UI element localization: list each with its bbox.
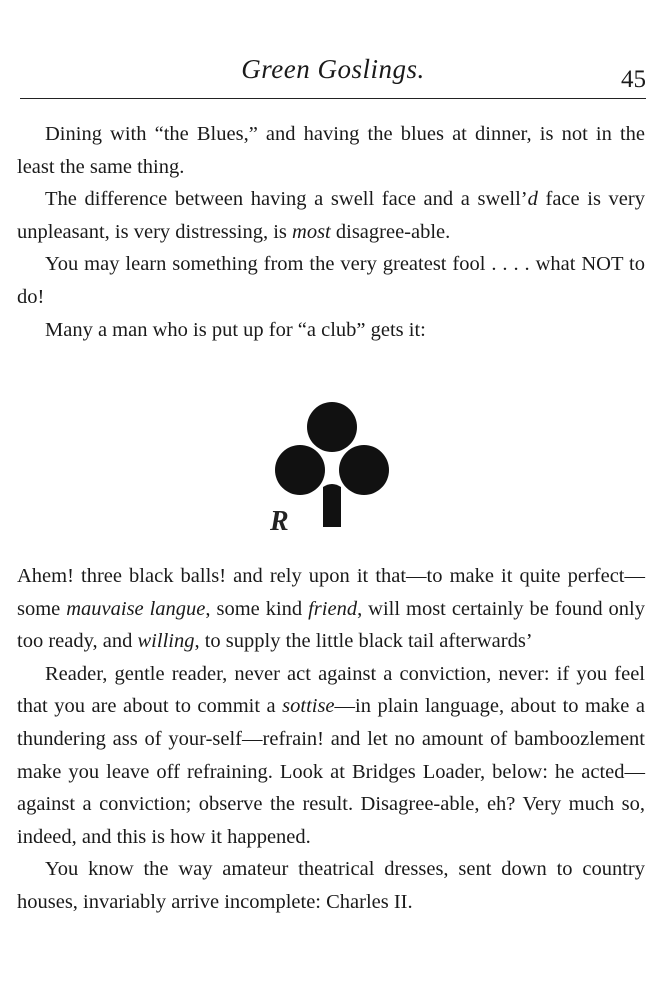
italic-text: mauvaise langue xyxy=(66,597,206,620)
top-text-block xyxy=(17,118,645,346)
paragraph: You know the way amateur theatrical dresses, sent down to country houses, invariably arrive incomplete: Charles II. xyxy=(17,858,645,913)
page-number: 45 xyxy=(621,66,646,93)
running-title: Green Goslings. xyxy=(241,54,425,84)
artist-monogram: R xyxy=(270,506,289,537)
paragraph: Reader, gentle reader, never act against a conviction, never: if you feel that you are about to commit a sottise—in plain language, about to make a thundering ass of your-self—refrain! and let no amount of bamboozlement make you leave off refraining. Look at Bridges Loader, below: he acted—against a conviction; observe the result. Disagree-able, eh? Very much so, indeed, and this is how it happened. xyxy=(17,662,645,848)
club-tail xyxy=(323,484,341,527)
paragraph: Ahem! three black balls! and rely upon it that—to make it quite perfect—some mauvaise langue, some kind friend, will most certainly be found only too ready, and willing, to supply the little black tail afterwards’ xyxy=(17,565,645,653)
black-ball-top xyxy=(307,402,357,452)
black-ball-left xyxy=(275,445,325,495)
paragraph: You may learn something from the very greatest fool . . . . what NOT to do! xyxy=(17,253,645,308)
black-ball-right xyxy=(339,445,389,495)
italic-text: sottise xyxy=(282,695,335,718)
italic-text: friend xyxy=(308,597,358,620)
bottom-text-block xyxy=(17,560,645,919)
three-black-balls-club-icon xyxy=(262,395,402,555)
italic-text: most xyxy=(292,220,331,243)
running-head xyxy=(20,54,646,99)
paragraph: The difference between having a swell face and a swell’d face is very unpleasant, is very distressing, is most disagree-able. xyxy=(17,188,645,243)
paragraph: Dining with “the Blues,” and having the blues at dinner, is not in the least the same thing. xyxy=(17,123,645,178)
italic-text: willing xyxy=(137,630,195,653)
italic-text: d xyxy=(527,188,538,211)
paragraph: Many a man who is put up for “a club” gets it: xyxy=(45,318,426,341)
